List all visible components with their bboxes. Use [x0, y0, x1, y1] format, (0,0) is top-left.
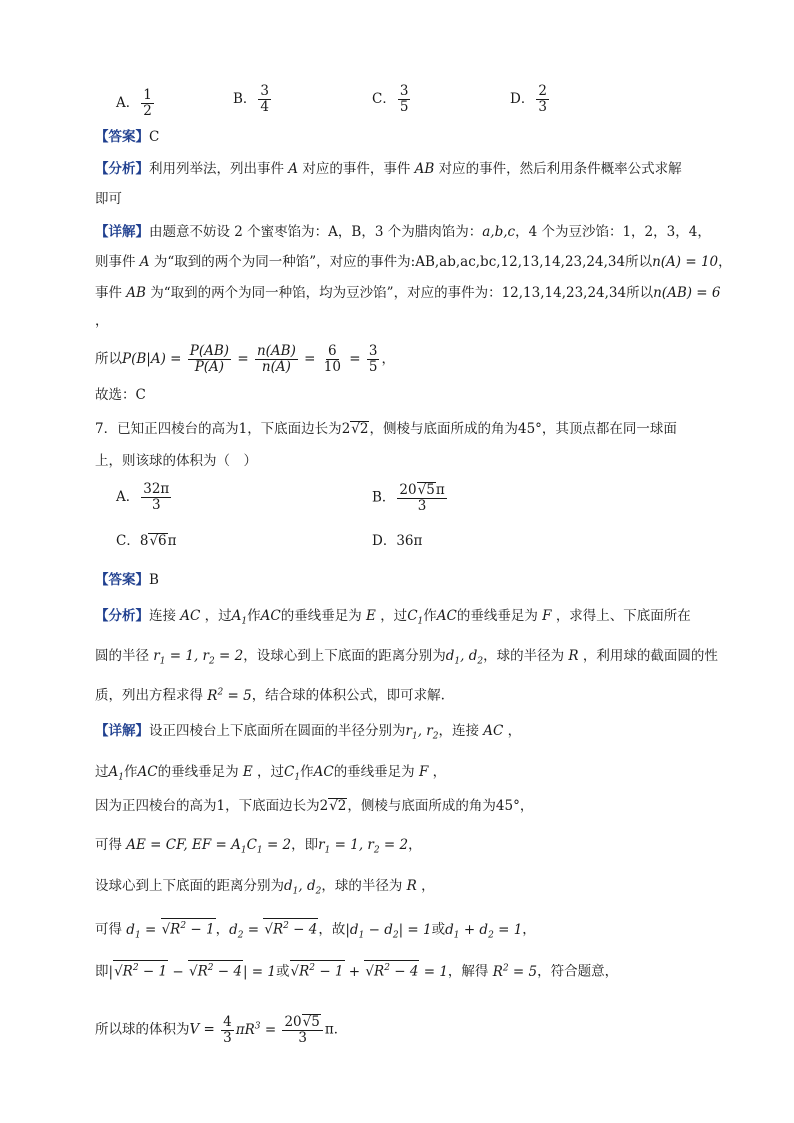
- text: ，过: [257, 764, 285, 780]
- math-expr: $d_1 + d_2 = 1$: [445, 921, 523, 941]
- q6-option-a: [116, 88, 156, 119]
- text: ，下底面边长为: [225, 798, 320, 814]
- math-expr: $r_1 = 1$, $r_2 = 2$: [318, 837, 409, 856]
- q7-detail-line3: [95, 797, 533, 815]
- text: 的垂线垂足为: [333, 764, 415, 780]
- option-fraction: [398, 84, 411, 115]
- math-expr: $R^2 = 5$: [203, 687, 252, 704]
- text: ，利用球的截面圆的性: [582, 648, 718, 664]
- text: 为“取到的两个为同一种馅，均为豆沙馅”，对应的事件为：: [150, 285, 502, 301]
- text: 故选：C: [95, 387, 146, 403]
- text: 所以: [626, 285, 654, 301]
- option-letter: B．: [372, 489, 396, 506]
- q6-option-c: [372, 84, 412, 115]
- math-fraction: $\frac{20√5}{3}$: [282, 1014, 322, 1046]
- option-letter: D．: [510, 91, 535, 107]
- text: ，球的半径为: [321, 878, 403, 894]
- numerator: 2: [538, 83, 547, 99]
- text: 由题意不妨设 2 个蜜枣馅为：A，B，3 个为腊肉馅为：: [149, 224, 483, 240]
- math-op: =: [344, 351, 365, 367]
- math-var: AC: [260, 608, 281, 624]
- option-fraction: [536, 84, 549, 115]
- math-fraction: $\frac{6}{10}$: [323, 343, 341, 375]
- math-fraction: $\frac{P(AB)}{P(A)}$: [189, 343, 230, 375]
- text: 即: [95, 963, 109, 980]
- math-var: AB: [122, 285, 151, 301]
- math-expr: 12,13,14,23,24,34: [501, 285, 627, 301]
- math-var: A: [135, 254, 154, 270]
- math-var: AC: [436, 608, 457, 624]
- q6-detail-line3: [95, 284, 721, 302]
- text: 或: [276, 963, 290, 980]
- text: 利用列举法，列出事件: [149, 161, 284, 177]
- math-op: =: [233, 351, 253, 367]
- math-num: 1: [238, 421, 248, 437]
- detail-tag: 【详解】: [95, 224, 149, 240]
- text: 质，列出方程求得: [95, 687, 203, 704]
- text: 因为正四棱台的高为: [95, 798, 217, 814]
- option-fraction: [397, 482, 446, 514]
- numerator: 3: [399, 83, 409, 99]
- math-var: AB: [410, 161, 439, 177]
- text: 的垂线垂足为: [157, 764, 239, 780]
- q7-option-a: [116, 482, 173, 513]
- q6-option-d: [510, 84, 551, 115]
- math-expr: P(B|A) =: [122, 351, 186, 367]
- math-expr: π．: [324, 1021, 348, 1038]
- math-var: R: [402, 878, 422, 894]
- text: 的垂线垂足为: [280, 608, 362, 624]
- math-expr: $d_1$, $d_2$: [445, 648, 484, 667]
- option-letter: D．: [372, 533, 397, 549]
- math-var: $A_1$: [231, 608, 248, 627]
- q7-detail-line2: [95, 763, 446, 787]
- comma: ，: [519, 798, 534, 814]
- text: 对应的事件，事件: [302, 161, 411, 177]
- text: 7．已知正四棱台的高为: [95, 421, 239, 437]
- text: ，: [95, 313, 109, 329]
- text: ，侧棱与底面所成的角为: [369, 421, 518, 437]
- text: ，设球心到上下底面的距离分别为: [243, 648, 446, 664]
- text: ，结合球的体积公式，即可求解.: [251, 687, 445, 704]
- math-expr: $r_1$, $r_2$: [405, 723, 439, 742]
- comma: ，: [215, 921, 230, 938]
- math-var: AC: [176, 608, 205, 624]
- math-expr: 2√2: [319, 798, 347, 814]
- math-expr: $R^2 = 5$: [488, 963, 538, 980]
- math-expr: 45°: [495, 798, 520, 814]
- text: ，即: [291, 837, 319, 853]
- math-expr: $\pi R^3$ =: [235, 1021, 281, 1038]
- comma: ，: [718, 254, 732, 270]
- math-expr: V =: [189, 1021, 220, 1038]
- text: 对应的事件，然后利用条件概率公式求解: [438, 161, 682, 177]
- q7-analysis-line1: [95, 607, 691, 631]
- text: 可得: [95, 837, 122, 853]
- text: 的垂线垂足为: [456, 608, 538, 624]
- option-fraction: [141, 482, 171, 513]
- denominator: 3: [538, 99, 547, 115]
- q6-answer: [95, 128, 159, 146]
- math-var: F: [414, 764, 433, 780]
- math-var: E: [361, 608, 381, 624]
- q6-detail-line6: [95, 386, 146, 404]
- text: 为“取到的两个为同一种馅”，对应的事件为:: [153, 254, 416, 270]
- option-radical: √6: [149, 533, 167, 549]
- numerator: 32π: [143, 481, 170, 497]
- comma: ，: [432, 764, 447, 780]
- math-expr: $d_1$, $d_2$: [284, 878, 322, 897]
- q7-detail-line1: [95, 722, 521, 746]
- text: 设正四棱台上下底面所在圆面的半径分别为: [149, 723, 406, 739]
- q6-detail-line5: [95, 344, 395, 375]
- math-expr: AE = CF, EF = $A_1C_1 = 2$: [122, 837, 292, 856]
- comma: ，: [408, 837, 422, 853]
- numerator: 20√5π: [399, 482, 445, 498]
- text: ，下底面边长为: [247, 421, 342, 437]
- option-value: 36π: [396, 533, 423, 549]
- q7-analysis-line3: [95, 683, 445, 705]
- option-letter: B．: [233, 91, 257, 107]
- math-var: F: [537, 608, 556, 624]
- q6-detail-line2: [95, 253, 732, 271]
- math-var: AC: [478, 723, 508, 739]
- math-op: =: [299, 351, 320, 367]
- denominator: 4: [260, 99, 270, 115]
- q6-analysis-line2: [95, 190, 122, 208]
- text: ，其顶点都在同一球面: [541, 421, 677, 437]
- option-fraction: [141, 88, 154, 119]
- math-expr: a,b,c: [482, 224, 516, 240]
- analysis-tag: 【分析】: [95, 608, 149, 624]
- answer-tag: 【答案】: [95, 129, 149, 145]
- math-fraction: $\frac{3}{5}$: [368, 343, 378, 375]
- math-expr: n(AB) = 6: [653, 285, 721, 301]
- math-expr: $d_1 = √R^2 - 1$: [122, 922, 216, 938]
- math-var: $C_1$: [407, 608, 424, 627]
- numerator: 1: [143, 87, 152, 103]
- q7-answer: [95, 571, 159, 589]
- denominator: 2: [143, 103, 152, 119]
- q7-detail-line8: [95, 1014, 347, 1046]
- text: ，过: [204, 608, 232, 624]
- option-letter: C．: [372, 91, 396, 107]
- q7-option-c: [116, 532, 177, 550]
- text: 事件: [95, 285, 122, 301]
- text: 所以: [95, 351, 122, 367]
- text: 即可: [95, 191, 122, 207]
- text: 作: [123, 764, 138, 780]
- numerator: 3: [260, 83, 270, 99]
- math-var: AC: [313, 764, 334, 780]
- text: 作: [300, 764, 314, 780]
- q6-detail-line4: [95, 312, 109, 330]
- text: 则事件: [95, 254, 136, 270]
- text: ，故: [318, 921, 346, 938]
- math-expr: AB,ab,ac,bc,12,13,14,23,24,34: [415, 254, 626, 270]
- text: 作: [423, 608, 437, 624]
- option-letter: A．: [116, 95, 140, 111]
- text: ，侧棱与底面所成的角为: [347, 798, 496, 814]
- math-expr: n(A) = 10: [652, 254, 719, 270]
- comma: ，: [522, 921, 536, 938]
- math-num: 1: [216, 798, 226, 814]
- analysis-tag: 【分析】: [95, 161, 149, 177]
- math-var: E: [238, 764, 258, 780]
- comma: ，: [507, 723, 522, 739]
- text: 设球心到上下底面的距离分别为: [95, 878, 284, 894]
- math-var: $C_1$: [284, 764, 301, 783]
- denominator: 3: [417, 498, 427, 514]
- text: ，求得上、下底面所在: [555, 608, 691, 624]
- text: 连接: [149, 608, 176, 624]
- text: ，过: [380, 608, 408, 624]
- option-letter: A．: [116, 489, 140, 505]
- text: 可得: [95, 921, 122, 938]
- q6-option-b: [233, 84, 273, 115]
- text: ，4 个为豆沙馅：1，2，3，4，: [515, 224, 711, 240]
- math-expr: $√R^2 - 1 + √R^2 - 4 = 1$: [290, 964, 448, 980]
- math-expr: 2√2: [341, 421, 369, 437]
- answer-value: C: [149, 129, 160, 145]
- comma: ，: [381, 351, 395, 367]
- math-expr: $|√R^2 - 1 - √R^2 - 4| = 1$: [109, 964, 277, 980]
- q7-analysis-line2: [95, 647, 718, 671]
- math-expr: $d_2 = √R^2 - 4$: [229, 922, 318, 938]
- option-value: 8: [139, 533, 149, 549]
- text: ，球的半径为: [483, 648, 565, 664]
- option-value: π: [167, 533, 177, 549]
- detail-tag: 【详解】: [95, 723, 149, 739]
- q7-detail-line6: [95, 918, 536, 944]
- option-fraction: [258, 84, 271, 115]
- math-var: AC: [137, 764, 158, 780]
- math-expr: $r_1 = 1$, $r_2 = 2$: [149, 648, 244, 667]
- denominator: 3: [151, 497, 161, 513]
- denominator: 5: [399, 99, 409, 115]
- text: 上，则该球的体积为（ ）: [95, 453, 257, 469]
- math-fraction: $\frac{n(AB)}{n(A)}$: [256, 343, 296, 375]
- q6-analysis-line1: [95, 160, 682, 178]
- q7-detail-line7: [95, 959, 618, 981]
- math-expr: 45°: [517, 421, 542, 437]
- text: ，连接: [438, 723, 479, 739]
- answer-value: B: [149, 572, 159, 588]
- math-var: $A_1$: [108, 764, 124, 783]
- text: 作: [247, 608, 261, 624]
- q7-detail-line4: [95, 836, 422, 860]
- q7-option-d: [372, 532, 422, 550]
- math-var: R: [564, 648, 583, 664]
- text: 所以球的体积为: [95, 1021, 190, 1038]
- math-fraction: $\frac{4}{3}$: [223, 1013, 232, 1046]
- math-var: A: [284, 161, 303, 177]
- option-letter: C．: [116, 533, 140, 549]
- q7-option-b: [372, 482, 449, 514]
- q6-detail-line1: [95, 223, 711, 241]
- q7-stem-line2: [95, 452, 257, 470]
- text: ，符合题意，: [537, 963, 619, 980]
- text: 或: [431, 921, 446, 938]
- text: ，解得: [447, 963, 489, 980]
- comma: ，: [421, 878, 435, 894]
- text: 圆的半径: [95, 648, 149, 664]
- text: 所以: [625, 254, 653, 270]
- text: 过: [95, 764, 109, 780]
- math-expr: $|d_1 - d_2| = 1$: [345, 921, 432, 941]
- answer-tag: 【答案】: [95, 572, 149, 588]
- q7-stem-line1: [95, 420, 677, 438]
- q7-detail-line5: [95, 877, 435, 901]
